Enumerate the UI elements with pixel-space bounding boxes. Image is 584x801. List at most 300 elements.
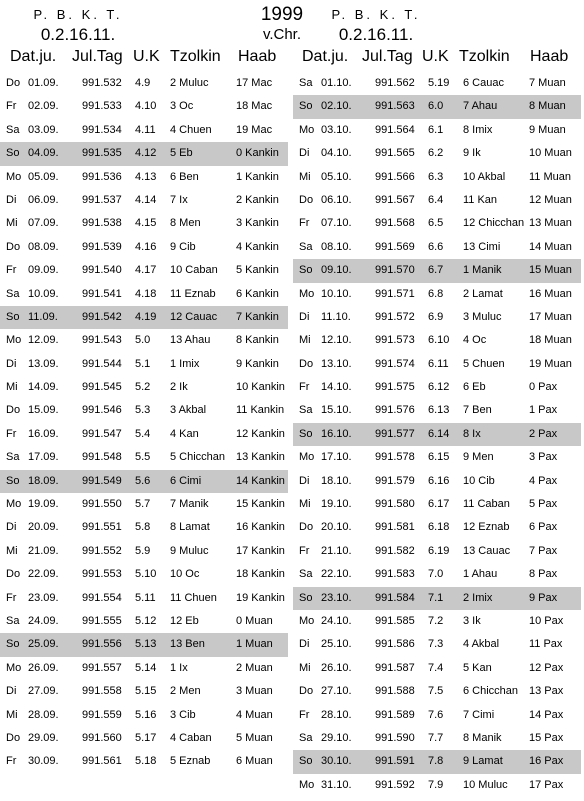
date-cell: 25.09. <box>28 638 59 651</box>
uk-cell: 6.13 <box>428 404 450 417</box>
date-cell: 15.10. <box>321 404 352 417</box>
table-row <box>293 727 581 750</box>
tzolkin-cell: 7 Ahau <box>463 100 498 113</box>
julian-day-cell: 991.547 <box>82 427 122 440</box>
haab-cell: 17 Kankin <box>236 544 285 557</box>
haab-cell: 8 Kankin <box>236 334 279 347</box>
haab-cell: 6 Pax <box>529 521 558 534</box>
uk-cell: 4.15 <box>135 217 157 230</box>
haab-cell: 18 Mac <box>236 100 273 113</box>
haab-cell: 18 Kankin <box>236 568 285 581</box>
uk-cell: 6.17 <box>428 498 450 511</box>
julian-day-cell: 991.591 <box>375 755 415 768</box>
julian-day-cell: 991.565 <box>375 147 415 160</box>
haab-cell: 0 Kankin <box>236 147 279 160</box>
tzolkin-cell: 13 Ben <box>170 638 205 651</box>
julian-day-cell: 991.567 <box>375 193 415 206</box>
date-cell: 04.10. <box>321 147 352 160</box>
tzolkin-cell: 1 Ahau <box>463 568 498 581</box>
tzolkin-cell: 12 Eznab <box>463 521 510 534</box>
uk-cell: 5.6 <box>135 474 151 487</box>
uk-cell: 7.6 <box>428 708 444 721</box>
table-row <box>0 610 288 633</box>
tzolkin-cell: 4 Akbal <box>463 638 500 651</box>
col-header-tzolkin: Tzolkin <box>170 48 221 65</box>
julian-day-cell: 991.558 <box>82 685 122 698</box>
julian-day-cell: 991.562 <box>375 77 415 89</box>
weekday-cell: Sa <box>6 614 20 627</box>
date-cell: 18.09. <box>28 474 59 487</box>
weekday-cell: Fr <box>6 427 17 440</box>
table-row <box>0 657 288 680</box>
julian-day-cell: 991.553 <box>82 568 122 581</box>
julian-day-cell: 991.550 <box>82 498 122 511</box>
tzolkin-cell: 2 Ik <box>170 381 188 394</box>
weekday-cell: Mi <box>299 170 311 183</box>
uk-cell: 4.11 <box>135 123 156 136</box>
uk-cell: 4.14 <box>135 193 157 206</box>
julian-day-cell: 991.590 <box>375 731 415 744</box>
haab-cell: 13 Muan <box>529 217 572 230</box>
uk-cell: 5.12 <box>135 614 157 627</box>
date-cell: 26.10. <box>321 661 352 674</box>
table-row <box>0 329 288 352</box>
haab-cell: 6 Muan <box>236 755 273 768</box>
weekday-cell: Sa <box>299 240 313 253</box>
weekday-cell: Do <box>6 568 21 581</box>
julian-day-cell: 991.552 <box>82 544 122 557</box>
weekday-cell: Mi <box>299 498 311 511</box>
tzolkin-cell: 10 Caban <box>170 264 218 277</box>
weekday-cell: Do <box>6 731 21 744</box>
weekday-cell: Mo <box>299 778 315 791</box>
date-cell: 27.10. <box>321 685 352 698</box>
date-cell: 08.09. <box>28 240 59 253</box>
table-row <box>0 353 288 376</box>
uk-cell: 4.10 <box>135 100 157 113</box>
weekday-cell: Mo <box>6 498 22 511</box>
julian-day-cell: 991.571 <box>375 287 415 300</box>
table-row <box>293 329 581 352</box>
tzolkin-cell: 2 Men <box>170 685 201 698</box>
weekday-cell: So <box>6 310 20 323</box>
date-cell: 30.10. <box>321 755 352 768</box>
julian-day-cell: 991.566 <box>375 170 415 183</box>
col-header-uk: U.K <box>133 48 160 65</box>
date-cell: 13.10. <box>321 357 352 370</box>
julian-day-cell: 991.540 <box>82 264 122 277</box>
haab-cell: 12 Kankin <box>236 427 285 440</box>
weekday-cell: Mo <box>299 287 315 300</box>
table-row <box>293 563 581 586</box>
table-row <box>0 119 288 142</box>
weekday-cell: Di <box>6 357 17 370</box>
date-cell: 02.10. <box>321 100 352 113</box>
julian-day-cell: 991.577 <box>375 427 415 440</box>
tzolkin-cell: 5 Kan <box>463 661 492 674</box>
weekday-cell: Do <box>6 77 21 89</box>
uk-cell: 7.9 <box>428 778 444 791</box>
haab-cell: 12 Pax <box>529 661 564 674</box>
table-row <box>0 587 288 610</box>
julian-day-cell: 991.549 <box>82 474 122 487</box>
julian-day-cell: 991.542 <box>82 310 122 323</box>
haab-cell: 16 Pax <box>529 755 564 768</box>
weekday-cell: Mi <box>6 708 18 721</box>
tzolkin-cell: 13 Cimi <box>463 240 501 253</box>
table-row <box>0 750 288 773</box>
uk-cell: 5.19 <box>428 77 450 89</box>
date-cell: 30.09. <box>28 755 59 768</box>
julian-day-cell: 991.575 <box>375 381 415 394</box>
table-row <box>293 306 581 329</box>
tzolkin-cell: 8 Ix <box>463 427 481 440</box>
uk-cell: 4.13 <box>135 170 157 183</box>
haab-cell: 4 Kankin <box>236 240 279 253</box>
weekday-cell: Mi <box>6 381 18 394</box>
weekday-cell: Do <box>299 521 314 534</box>
uk-cell: 5.14 <box>135 661 157 674</box>
haab-cell: 17 Mac <box>236 77 273 89</box>
uk-cell: 5.1 <box>135 357 151 370</box>
table-row <box>293 423 581 446</box>
julian-day-cell: 991.557 <box>82 661 122 674</box>
haab-cell: 2 Pax <box>529 427 558 440</box>
table-row <box>0 563 288 586</box>
tzolkin-cell: 6 Chicchan <box>463 685 519 698</box>
table-row <box>0 236 288 259</box>
julian-day-cell: 991.578 <box>375 451 415 464</box>
julian-day-cell: 991.589 <box>375 708 415 721</box>
date-cell: 20.09. <box>28 521 59 534</box>
haab-cell: 2 Muan <box>236 661 273 674</box>
uk-cell: 6.0 <box>428 100 444 113</box>
haab-cell: 11 Pax <box>529 638 563 651</box>
haab-cell: 12 Muan <box>529 193 572 206</box>
uk-cell: 4.19 <box>135 310 157 323</box>
table-row <box>293 283 581 306</box>
uk-cell: 5.16 <box>135 708 157 721</box>
uk-cell: 6.16 <box>428 474 450 487</box>
tzolkin-cell: 9 Lamat <box>463 755 503 768</box>
date-cell: 05.09. <box>28 170 59 183</box>
julian-day-cell: 991.541 <box>82 287 122 300</box>
tzolkin-cell: 3 Muluc <box>463 310 502 323</box>
haab-cell: 14 Kankin <box>236 474 285 487</box>
weekday-cell: Di <box>6 521 17 534</box>
julian-day-cell: 991.537 <box>82 193 122 206</box>
right-pbkt-label: P. B. K. T. <box>331 7 421 22</box>
year-title: 1999 <box>260 4 304 25</box>
weekday-cell: Sa <box>6 287 20 300</box>
col-header-julian-day: Jul.Tag <box>362 48 413 65</box>
table-row <box>293 166 581 189</box>
date-cell: 11.10. <box>321 310 351 323</box>
uk-cell: 6.11 <box>428 357 449 370</box>
tzolkin-cell: 3 Ik <box>463 614 481 627</box>
tzolkin-cell: 7 Manik <box>170 498 209 511</box>
tzolkin-cell: 7 Ix <box>170 193 188 206</box>
table-row <box>0 142 288 165</box>
haab-cell: 15 Kankin <box>236 498 285 511</box>
julian-day-cell: 991.551 <box>82 521 122 534</box>
tzolkin-cell: 11 Chuen <box>170 591 217 604</box>
haab-cell: 5 Muan <box>236 731 273 744</box>
haab-cell: 5 Kankin <box>236 264 279 277</box>
date-cell: 16.09. <box>28 427 59 440</box>
julian-day-cell: 991.582 <box>375 544 415 557</box>
table-row <box>0 633 288 656</box>
uk-cell: 5.8 <box>135 521 151 534</box>
uk-cell: 6.10 <box>428 334 450 347</box>
tzolkin-cell: 3 Oc <box>170 100 194 113</box>
julian-day-cell: 991.584 <box>375 591 415 604</box>
haab-cell: 19 Muan <box>529 357 572 370</box>
uk-cell: 5.7 <box>135 498 151 511</box>
uk-cell: 4.12 <box>135 147 157 160</box>
uk-cell: 5.5 <box>135 451 151 464</box>
julian-day-cell: 991.585 <box>375 614 415 627</box>
weekday-cell: Mi <box>299 661 311 674</box>
date-cell: 17.10. <box>321 451 352 464</box>
julian-day-cell: 991.548 <box>82 451 122 464</box>
haab-cell: 9 Kankin <box>236 357 279 370</box>
table-row <box>293 516 581 539</box>
uk-cell: 6.4 <box>428 193 444 206</box>
date-cell: 01.09. <box>28 77 59 89</box>
uk-cell: 7.2 <box>428 614 444 627</box>
date-cell: 09.09. <box>28 264 59 277</box>
table-row <box>293 633 581 656</box>
table-row <box>0 212 288 235</box>
julian-day-cell: 991.555 <box>82 614 122 627</box>
date-cell: 18.10. <box>321 474 352 487</box>
haab-cell: 9 Pax <box>529 591 558 604</box>
weekday-cell: Mi <box>6 217 18 230</box>
col-header-uk: U.K <box>422 48 449 65</box>
table-row <box>293 259 581 282</box>
tzolkin-cell: 11 Kan <box>463 193 498 206</box>
haab-cell: 9 Muan <box>529 123 566 136</box>
date-cell: 12.10. <box>321 334 352 347</box>
date-cell: 05.10. <box>321 170 352 183</box>
haab-cell: 7 Pax <box>529 544 558 557</box>
tzolkin-cell: 4 Oc <box>463 334 487 347</box>
haab-cell: 19 Kankin <box>236 591 285 604</box>
tzolkin-cell: 3 Akbal <box>170 404 207 417</box>
table-row <box>293 446 581 469</box>
julian-day-cell: 991.570 <box>375 264 415 277</box>
julian-day-cell: 991.569 <box>375 240 415 253</box>
julian-day-cell: 991.586 <box>375 638 415 651</box>
table-row <box>293 72 581 95</box>
uk-cell: 6.9 <box>428 310 444 323</box>
date-cell: 07.09. <box>28 217 59 230</box>
date-cell: 22.09. <box>28 568 59 581</box>
september-table <box>0 72 288 774</box>
uk-cell: 6.8 <box>428 287 444 300</box>
tzolkin-cell: 1 Manik <box>463 264 502 277</box>
tzolkin-cell: 4 Chuen <box>170 123 212 136</box>
weekday-cell: Di <box>6 193 17 206</box>
date-cell: 09.10. <box>321 264 352 277</box>
haab-cell: 14 Pax <box>529 708 564 721</box>
weekday-cell: Mi <box>6 544 18 557</box>
tzolkin-cell: 5 Chuen <box>463 357 505 370</box>
table-row <box>293 353 581 376</box>
haab-cell: 3 Pax <box>529 451 558 464</box>
date-cell: 28.09. <box>28 708 59 721</box>
weekday-cell: Sa <box>6 451 20 464</box>
weekday-cell: Fr <box>6 100 17 113</box>
weekday-cell: So <box>299 100 313 113</box>
weekday-cell: Di <box>299 147 310 160</box>
october-table <box>293 72 581 797</box>
haab-cell: 10 Muan <box>529 147 572 160</box>
weekday-cell: Sa <box>299 568 313 581</box>
tzolkin-cell: 10 Cib <box>463 474 495 487</box>
tzolkin-cell: 7 Ben <box>463 404 492 417</box>
weekday-cell: So <box>299 591 313 604</box>
date-cell: 29.10. <box>321 731 352 744</box>
weekday-cell: Sa <box>6 123 20 136</box>
tzolkin-cell: 9 Men <box>463 451 494 464</box>
tzolkin-cell: 8 Men <box>170 217 201 230</box>
haab-cell: 0 Pax <box>529 381 558 394</box>
weekday-cell: Mo <box>299 451 315 464</box>
weekday-cell: Do <box>6 404 21 417</box>
table-row <box>293 212 581 235</box>
table-row <box>293 236 581 259</box>
tzolkin-cell: 5 Chicchan <box>170 451 226 464</box>
date-cell: 21.10. <box>321 544 352 557</box>
tzolkin-cell: 10 Akbal <box>463 170 506 183</box>
table-row <box>0 306 288 329</box>
julian-day-cell: 991.546 <box>82 404 122 417</box>
haab-cell: 5 Pax <box>529 498 558 511</box>
uk-cell: 5.2 <box>135 381 151 394</box>
julian-day-cell: 991.533 <box>82 100 122 113</box>
table-row <box>293 750 581 773</box>
julian-day-cell: 991.579 <box>375 474 415 487</box>
date-cell: 11.09. <box>28 310 58 323</box>
era-label: v.Chr. <box>262 26 302 43</box>
haab-cell: 10 Pax <box>529 614 564 627</box>
right-long-count: 0.2.16.11. <box>338 25 414 44</box>
weekday-cell: Di <box>299 638 310 651</box>
date-cell: 22.10. <box>321 568 352 581</box>
uk-cell: 7.3 <box>428 638 444 651</box>
weekday-cell: So <box>299 264 313 277</box>
weekday-cell: Sa <box>299 404 313 417</box>
table-row <box>293 587 581 610</box>
haab-cell: 4 Muan <box>236 708 273 721</box>
haab-cell: 19 Mac <box>236 123 273 136</box>
date-cell: 08.10. <box>321 240 352 253</box>
table-row <box>293 657 581 680</box>
tzolkin-cell: 10 Oc <box>170 568 200 581</box>
weekday-cell: Do <box>299 193 314 206</box>
date-cell: 06.09. <box>28 193 59 206</box>
haab-cell: 3 Kankin <box>236 217 279 230</box>
haab-cell: 10 Kankin <box>236 381 285 394</box>
tzolkin-cell: 6 Eb <box>463 381 486 394</box>
uk-cell: 5.4 <box>135 427 151 440</box>
uk-cell: 5.13 <box>135 638 157 651</box>
table-row <box>293 493 581 516</box>
julian-day-cell: 991.580 <box>375 498 415 511</box>
tzolkin-cell: 8 Lamat <box>170 521 210 534</box>
haab-cell: 17 Muan <box>529 310 572 323</box>
date-cell: 06.10. <box>321 193 352 206</box>
tzolkin-cell: 13 Ahau <box>170 334 211 347</box>
julian-day-cell: 991.543 <box>82 334 122 347</box>
haab-cell: 13 Pax <box>529 685 564 698</box>
weekday-cell: Mo <box>299 123 315 136</box>
date-cell: 02.09. <box>28 100 59 113</box>
weekday-cell: Mo <box>6 661 22 674</box>
date-cell: 24.10. <box>321 614 352 627</box>
weekday-cell: Fr <box>299 381 310 394</box>
tzolkin-cell: 12 Chicchan <box>463 217 525 230</box>
uk-cell: 7.8 <box>428 755 444 768</box>
uk-cell: 6.7 <box>428 264 444 277</box>
table-row <box>293 399 581 422</box>
julian-day-cell: 991.588 <box>375 685 415 698</box>
table-row <box>0 493 288 516</box>
julian-day-cell: 991.534 <box>82 123 122 136</box>
date-cell: 04.09. <box>28 147 59 160</box>
date-cell: 24.09. <box>28 614 59 627</box>
tzolkin-cell: 4 Caban <box>170 731 212 744</box>
julian-day-cell: 991.573 <box>375 334 415 347</box>
tzolkin-cell: 1 Imix <box>170 357 200 370</box>
col-header-julian-day: Jul.Tag <box>72 48 123 65</box>
julian-day-cell: 991.574 <box>375 357 415 370</box>
tzolkin-cell: 12 Cauac <box>170 310 218 323</box>
tzolkin-cell: 4 Kan <box>170 427 199 440</box>
haab-cell: 7 Muan <box>529 77 566 89</box>
haab-cell: 16 Muan <box>529 287 572 300</box>
col-header-tzolkin: Tzolkin <box>459 48 510 65</box>
table-row <box>293 95 581 118</box>
julian-day-cell: 991.564 <box>375 123 415 136</box>
tzolkin-cell: 9 Cib <box>170 240 196 253</box>
uk-cell: 7.0 <box>428 568 444 581</box>
col-header-haab: Haab <box>530 48 569 65</box>
julian-day-cell: 991.554 <box>82 591 122 604</box>
date-cell: 15.09. <box>28 404 59 417</box>
table-row <box>293 774 581 797</box>
uk-cell: 6.19 <box>428 544 450 557</box>
table-row <box>0 95 288 118</box>
julian-day-cell: 991.556 <box>82 638 122 651</box>
haab-cell: 15 Muan <box>529 264 572 277</box>
haab-cell: 6 Kankin <box>236 287 279 300</box>
date-cell: 19.10. <box>321 498 352 511</box>
date-cell: 20.10. <box>321 521 352 534</box>
weekday-cell: So <box>6 474 20 487</box>
table-row <box>0 470 288 493</box>
col-header-date: Dat.ju. <box>10 48 57 65</box>
uk-cell: 7.4 <box>428 661 444 674</box>
haab-cell: 1 Kankin <box>236 170 279 183</box>
table-row <box>0 399 288 422</box>
weekday-cell: So <box>6 638 20 651</box>
table-row <box>293 119 581 142</box>
tzolkin-cell: 11 Caban <box>463 498 510 511</box>
date-cell: 19.09. <box>28 498 59 511</box>
